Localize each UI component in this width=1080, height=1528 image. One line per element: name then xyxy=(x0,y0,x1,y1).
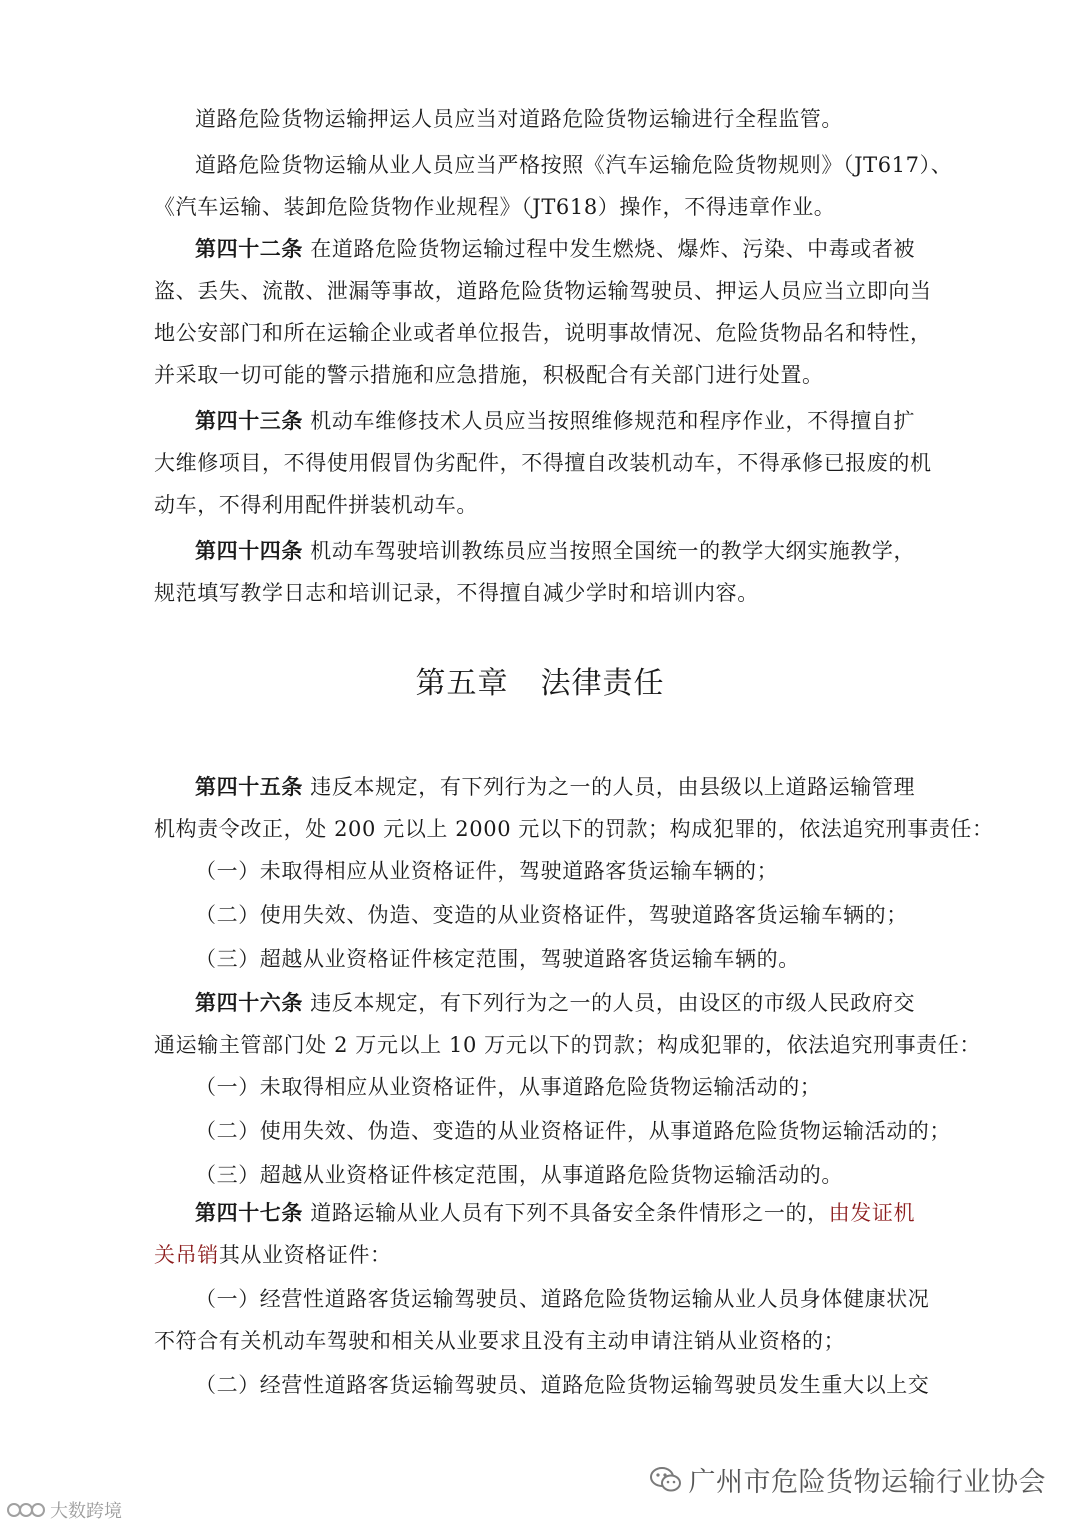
text-run: 《汽车运输、装卸危险货物作业规程》（JT618）操作，不得违章作业。 xyxy=(154,195,836,219)
wechat-icon xyxy=(649,1465,683,1495)
text-line xyxy=(154,814,994,844)
chapter-number: 第五章 xyxy=(415,666,509,701)
article-number: 第四十六条 xyxy=(195,990,303,1015)
text-line xyxy=(154,1326,845,1356)
text-line xyxy=(195,406,915,436)
text-run: 盗、丢失、流散、泄漏等事故，道路危险货物运输驾驶员、押运人员应当立即向当 xyxy=(154,279,932,303)
watermark-left-text: 大数跨境 xyxy=(50,1501,122,1521)
text-line xyxy=(154,448,932,478)
watermark-right-text: 广州市危险货物运输行业协会 xyxy=(688,1467,1046,1497)
text-run: 机动车维修技术人员应当按照维修规范和程序作业，不得擅自扩 xyxy=(303,409,916,433)
text-run: 道路运输从业人员有下列不具备安全条件情形之一的， xyxy=(303,1201,829,1225)
text-run: 机动车驾驶培训教练员应当按照全国统一的教学大纲实施教学， xyxy=(303,539,916,563)
article-number: 第四十五条 xyxy=(195,774,303,799)
text-run: （一）未取得相应从业资格证件，从事道路危险货物运输活动的； xyxy=(195,1075,822,1099)
chapter-title: 法律责任 xyxy=(540,666,665,701)
text-line xyxy=(154,1240,392,1270)
text-line xyxy=(195,536,915,566)
text-line xyxy=(154,578,759,608)
text-run: （二）经营性道路客货运输驾驶员、道路危险货物运输驾驶员发生重大以上交 xyxy=(195,1373,930,1397)
text-run: （一）未取得相应从业资格证件，驾驶道路客货运输车辆的； xyxy=(195,859,779,883)
text-line xyxy=(154,1030,981,1060)
text-run: 地公安部门和所在运输企业或者单位报告，说明事故情况、危险货物品名和特性， xyxy=(154,321,932,345)
text-run: （一）经营性道路客货运输驾驶员、道路危险货物运输从业人员身体健康状况 xyxy=(195,1287,930,1311)
text-line xyxy=(195,1072,821,1102)
chapter-heading xyxy=(0,664,1080,704)
text-run: 违反本规定，有下列行为之一的人员，由设区的市级人民政府交 xyxy=(303,991,916,1015)
text-run: 机构责令改正，处 200 元以上 2000 元以下的罚款；构成犯罪的，依法追究刑事责任： xyxy=(154,817,994,841)
text-line xyxy=(195,1160,843,1190)
highlight-text: 关吊销 xyxy=(154,1243,219,1267)
watermark-wechat xyxy=(649,1460,1047,1499)
text-line xyxy=(195,104,843,134)
text-run: 不符合有关机动车驾驶和相关从业要求且没有主动申请注销从业资格的； xyxy=(154,1329,846,1353)
text-line xyxy=(195,1198,915,1228)
watermark-brand xyxy=(6,1497,122,1523)
text-run: （二）使用失效、伪造、变造的从业资格证件，驾驶道路客货运输车辆的； xyxy=(195,903,908,927)
text-run: 在道路危险货物运输过程中发生燃烧、爆炸、污染、中毒或者被 xyxy=(303,237,916,261)
text-run: 通运输主管部门处 2 万元以上 10 万元以下的罚款；构成犯罪的，依法追究刑事责任： xyxy=(154,1033,981,1057)
text-run: 并采取一切可能的警示措施和应急措施，积极配合有关部门进行处置。 xyxy=(154,363,824,387)
article-number: 第四十二条 xyxy=(195,236,303,261)
text-line xyxy=(195,900,908,930)
text-line xyxy=(195,1284,929,1314)
text-line xyxy=(154,360,824,390)
article-number: 第四十七条 xyxy=(195,1200,303,1225)
highlight-text: 由发证机 xyxy=(828,1201,916,1225)
text-run: 大维修项目，不得使用假冒伪劣配件，不得擅自改装机动车，不得承修已报废的机 xyxy=(154,451,932,475)
text-line xyxy=(195,150,952,180)
text-line xyxy=(195,234,915,264)
text-run: 违反本规定，有下列行为之一的人员，由县级以上道路运输管理 xyxy=(303,775,916,799)
text-run: 其从业资格证件： xyxy=(218,1243,392,1267)
text-line xyxy=(154,192,835,222)
text-run: 规范填写教学日志和培训记录，不得擅自减少学时和培训内容。 xyxy=(154,581,759,605)
text-line xyxy=(195,856,778,886)
text-run: （三）超越从业资格证件核定范围，从事道路危险货物运输活动的。 xyxy=(195,1163,843,1187)
text-run: （二）使用失效、伪造、变造的从业资格证件，从事道路危险货物运输活动的； xyxy=(195,1119,951,1143)
text-line xyxy=(195,988,915,1018)
text-run: （三）超越从业资格证件核定范围，驾驶道路客货运输车辆的。 xyxy=(195,947,800,971)
text-line xyxy=(195,1370,929,1400)
article-number: 第四十三条 xyxy=(195,408,303,433)
text-line xyxy=(154,490,478,520)
text-run: 道路危险货物运输押运人员应当对道路危险货物运输进行全程监管。 xyxy=(195,107,843,131)
logo-icon xyxy=(6,1500,46,1520)
text-run: 动车，不得利用配件拼装机动车。 xyxy=(154,493,478,517)
text-line xyxy=(195,944,800,974)
text-line xyxy=(195,772,915,802)
text-line xyxy=(195,1116,951,1146)
article-number: 第四十四条 xyxy=(195,538,303,563)
text-line xyxy=(154,318,932,348)
text-line xyxy=(154,276,932,306)
text-run: 道路危险货物运输从业人员应当严格按照《汽车运输危险货物规则》（JT617）、 xyxy=(195,153,953,177)
